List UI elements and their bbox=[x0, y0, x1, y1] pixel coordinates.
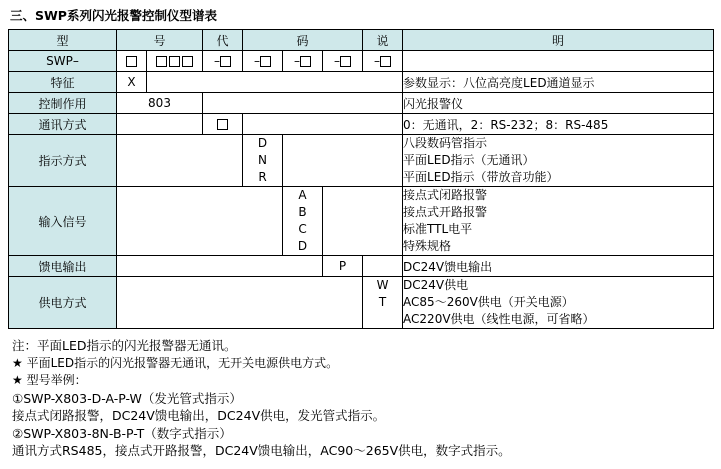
checkbox-square-icon bbox=[340, 56, 351, 67]
comm-code-filler-right bbox=[243, 114, 403, 135]
row-label-comm: 通讯方式 bbox=[9, 114, 117, 135]
row-label-input: 输入信号 bbox=[9, 187, 117, 256]
row-label-series: SWP– bbox=[9, 51, 117, 72]
feature-code: X bbox=[117, 72, 147, 93]
note-line-2: ★ 平面LED指示的闪光报警器无通讯，无开关电源供电方式。 bbox=[12, 355, 339, 370]
input-codes bbox=[283, 187, 323, 256]
series-box-4: – bbox=[243, 51, 283, 72]
control-code: 803 bbox=[117, 93, 203, 114]
checkbox-square-icon bbox=[260, 56, 271, 67]
indication-code-2: N bbox=[258, 153, 267, 167]
checkbox-square-icon bbox=[217, 119, 228, 130]
table-row-control bbox=[9, 93, 714, 114]
note-line-3: ★ 型号举例： bbox=[12, 373, 87, 387]
indication-filler-left bbox=[117, 135, 243, 187]
spec-table bbox=[8, 29, 714, 329]
input-code-3: C bbox=[298, 222, 307, 236]
comm-code-filler-left bbox=[117, 114, 203, 135]
note-line-1: 注：平面LED指示的闪光报警器无通讯。 bbox=[12, 338, 237, 353]
header-cell-explain: 说 bbox=[363, 30, 403, 51]
header-cell-number: 号 bbox=[117, 30, 203, 51]
input-desc-1: 接点式闭路报警 bbox=[403, 188, 488, 202]
indication-desc-1: 八段数码管指示 bbox=[403, 136, 488, 150]
table-row-series bbox=[9, 51, 714, 72]
checkbox-square-icon bbox=[126, 56, 137, 67]
comm-description: 0：无通讯，2：RS-232；8：RS-485 bbox=[403, 114, 714, 135]
series-box-group bbox=[147, 51, 203, 72]
header-cell-code2: 码 bbox=[243, 30, 363, 51]
power-code-1: W bbox=[376, 278, 389, 292]
note-line-7: 通讯方式RS485，接点式开路报警，DC24V馈电输出，AC90～265V供电，数字式指示。 bbox=[12, 443, 511, 458]
indication-desc-3: 平面LED指示（带放音功能） bbox=[403, 170, 559, 184]
series-description bbox=[403, 51, 714, 72]
checkbox-square-icon bbox=[380, 56, 391, 67]
series-box-6: – bbox=[323, 51, 363, 72]
table-row-input bbox=[9, 187, 714, 256]
feed-code: P bbox=[323, 256, 363, 277]
feature-code-filler bbox=[147, 72, 403, 93]
header-cell-description: 明 bbox=[403, 30, 714, 51]
note-line-6: ②SWP-X803-8N-B-P-T（数字式指示） bbox=[12, 425, 232, 441]
row-label-power: 供电方式 bbox=[9, 277, 117, 329]
power-code-3 bbox=[363, 311, 402, 328]
table-row-feature bbox=[9, 72, 714, 93]
series-box-7: – bbox=[363, 51, 403, 72]
checkbox-square-icon bbox=[182, 56, 193, 67]
checkbox-square-icon bbox=[156, 56, 167, 67]
table-row-power bbox=[9, 277, 714, 329]
row-label-feed: 馈电输出 bbox=[9, 256, 117, 277]
feed-description: DC24V馈电输出 bbox=[403, 256, 714, 277]
input-code-1: A bbox=[298, 188, 307, 202]
indication-desc-2: 平面LED指示（无通讯） bbox=[403, 153, 535, 167]
input-descriptions bbox=[403, 187, 714, 256]
input-filler-right bbox=[323, 187, 403, 256]
control-description: 闪光报警仪 bbox=[403, 93, 714, 114]
indication-descriptions bbox=[403, 135, 714, 187]
notes-section bbox=[12, 337, 713, 460]
table-header-row bbox=[9, 30, 714, 51]
power-desc-2: AC85～260V供电（开关电源） bbox=[403, 295, 574, 309]
input-desc-2: 接点式开路报警 bbox=[403, 205, 488, 219]
checkbox-square-icon bbox=[220, 56, 231, 67]
power-filler-left bbox=[117, 277, 363, 329]
feature-description: 参数显示：八位高亮度LED通道显示 bbox=[403, 72, 714, 93]
power-desc-3: AC220V供电（线性电源，可省略） bbox=[403, 312, 595, 326]
control-code-filler bbox=[203, 93, 403, 114]
comm-code bbox=[203, 114, 243, 135]
power-desc-1: DC24V供电 bbox=[403, 278, 469, 292]
header-cell-type: 型 bbox=[9, 30, 117, 51]
row-label-control: 控制作用 bbox=[9, 93, 117, 114]
header-cell-code1: 代 bbox=[203, 30, 243, 51]
input-desc-3: 标准TTL电平 bbox=[403, 222, 473, 236]
input-desc-4: 特殊规格 bbox=[403, 239, 452, 253]
feed-filler-left bbox=[117, 256, 323, 277]
indication-codes bbox=[243, 135, 283, 187]
series-box-5: – bbox=[283, 51, 323, 72]
page-title: 三、SWP系列闪光报警控制仪型谱表 bbox=[10, 8, 217, 23]
power-code-2: T bbox=[378, 295, 387, 309]
checkbox-square-icon bbox=[300, 56, 311, 67]
input-filler-left bbox=[117, 187, 283, 256]
series-box-1 bbox=[117, 51, 147, 72]
note-line-4: ①SWP-X803-D-A-P-W（发光管式指示） bbox=[12, 390, 242, 406]
row-label-indication: 指示方式 bbox=[9, 135, 117, 187]
table-row-comm bbox=[9, 114, 714, 135]
checkbox-square-icon bbox=[169, 56, 180, 67]
input-code-4: D bbox=[297, 239, 308, 253]
indication-code-3: R bbox=[258, 170, 267, 184]
power-descriptions bbox=[403, 277, 714, 329]
table-row-feed bbox=[9, 256, 714, 277]
indication-filler-right bbox=[283, 135, 403, 187]
power-codes bbox=[363, 277, 403, 329]
indication-code-1: D bbox=[257, 136, 268, 150]
note-line-5: 接点式闭路报警，DC24V馈电输出，DC24V供电，发光管式指示。 bbox=[12, 408, 386, 423]
series-box-3: – bbox=[203, 51, 243, 72]
feed-filler-right bbox=[363, 256, 403, 277]
table-row-indication bbox=[9, 135, 714, 187]
input-code-2: B bbox=[298, 205, 307, 219]
row-label-feature: 特征 bbox=[9, 72, 117, 93]
